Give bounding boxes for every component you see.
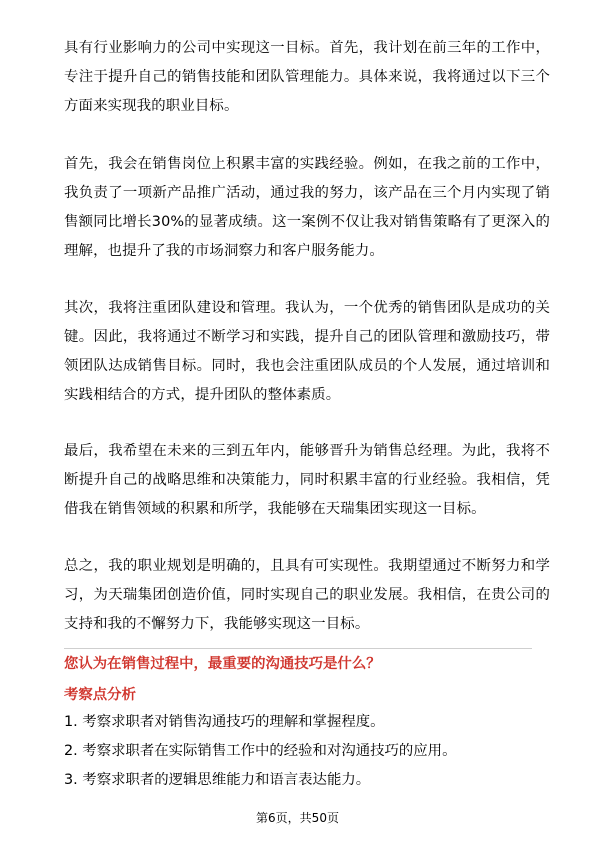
analysis-points-list — [64, 708, 544, 795]
section-divider — [64, 648, 532, 649]
interview-question: 您认为在销售过程中，最重要的沟通技巧是什么？ — [64, 656, 381, 672]
analysis-point: 3. 考察求职者的逻辑思维能力和语言表达能力。 — [64, 772, 371, 788]
page-number-footer: 第6页，共50页 — [256, 811, 339, 825]
analysis-heading: 考察点分析 — [64, 687, 136, 703]
analysis-point: 2. 考察求职者在实际销售工作中的经验和对沟通技巧的应用。 — [64, 743, 457, 759]
paragraph-career-plan-intro: 具有行业影响力的公司中实现这一目标。首先，我计划在前三年的工作中，专注于提升自己的销售技能和团队管理能力。具体来说，我将通过以下三个方面来实现我的职业目标。 — [64, 40, 550, 114]
paragraph-sales-experience: 首先，我会在销售岗位上积累丰富的实践经验。例如，在我之前的工作中，我负责了一项新产品推广活动，通过我的努力，该产品在三个月内实现了销售额同比增长30%的显著成绩。这一案例不仅让我对销售策略有了更深入的理解，也提升了我的市场洞察力和客户服务能力。 — [64, 156, 550, 259]
paragraph-promotion-goal: 最后，我希望在未来的三到五年内，能够晋升为销售总经理。为此，我将不断提升自己的战略思维和决策能力，同时积累丰富的行业经验。我相信，凭借我在销售领域的积累和所学，我能够在天瑞集团实现这一目标。 — [64, 443, 550, 517]
paragraph-team-building: 其次，我将注重团队建设和管理。我认为，一个优秀的销售团队是成功的关键。因此，我将通过不断学习和实践，提升自己的团队管理和激励技巧，带领团队达成销售目标。同时，我也会注重团队成员的个人发展，通过培训和实践相结合的方式，提升团队的整体素质。 — [64, 300, 550, 403]
paragraph-conclusion: 总之，我的职业规划是明确的，且具有可实现性。我期望通过不断努力和学习，为天瑞集团创造价值，同时实现自己的职业发展。我相信，在贵公司的支持和我的不懈努力下，我能够实现这一目标。 — [64, 558, 550, 632]
analysis-point: 1. 考察求职者对销售沟通技巧的理解和掌握程度。 — [64, 714, 385, 730]
